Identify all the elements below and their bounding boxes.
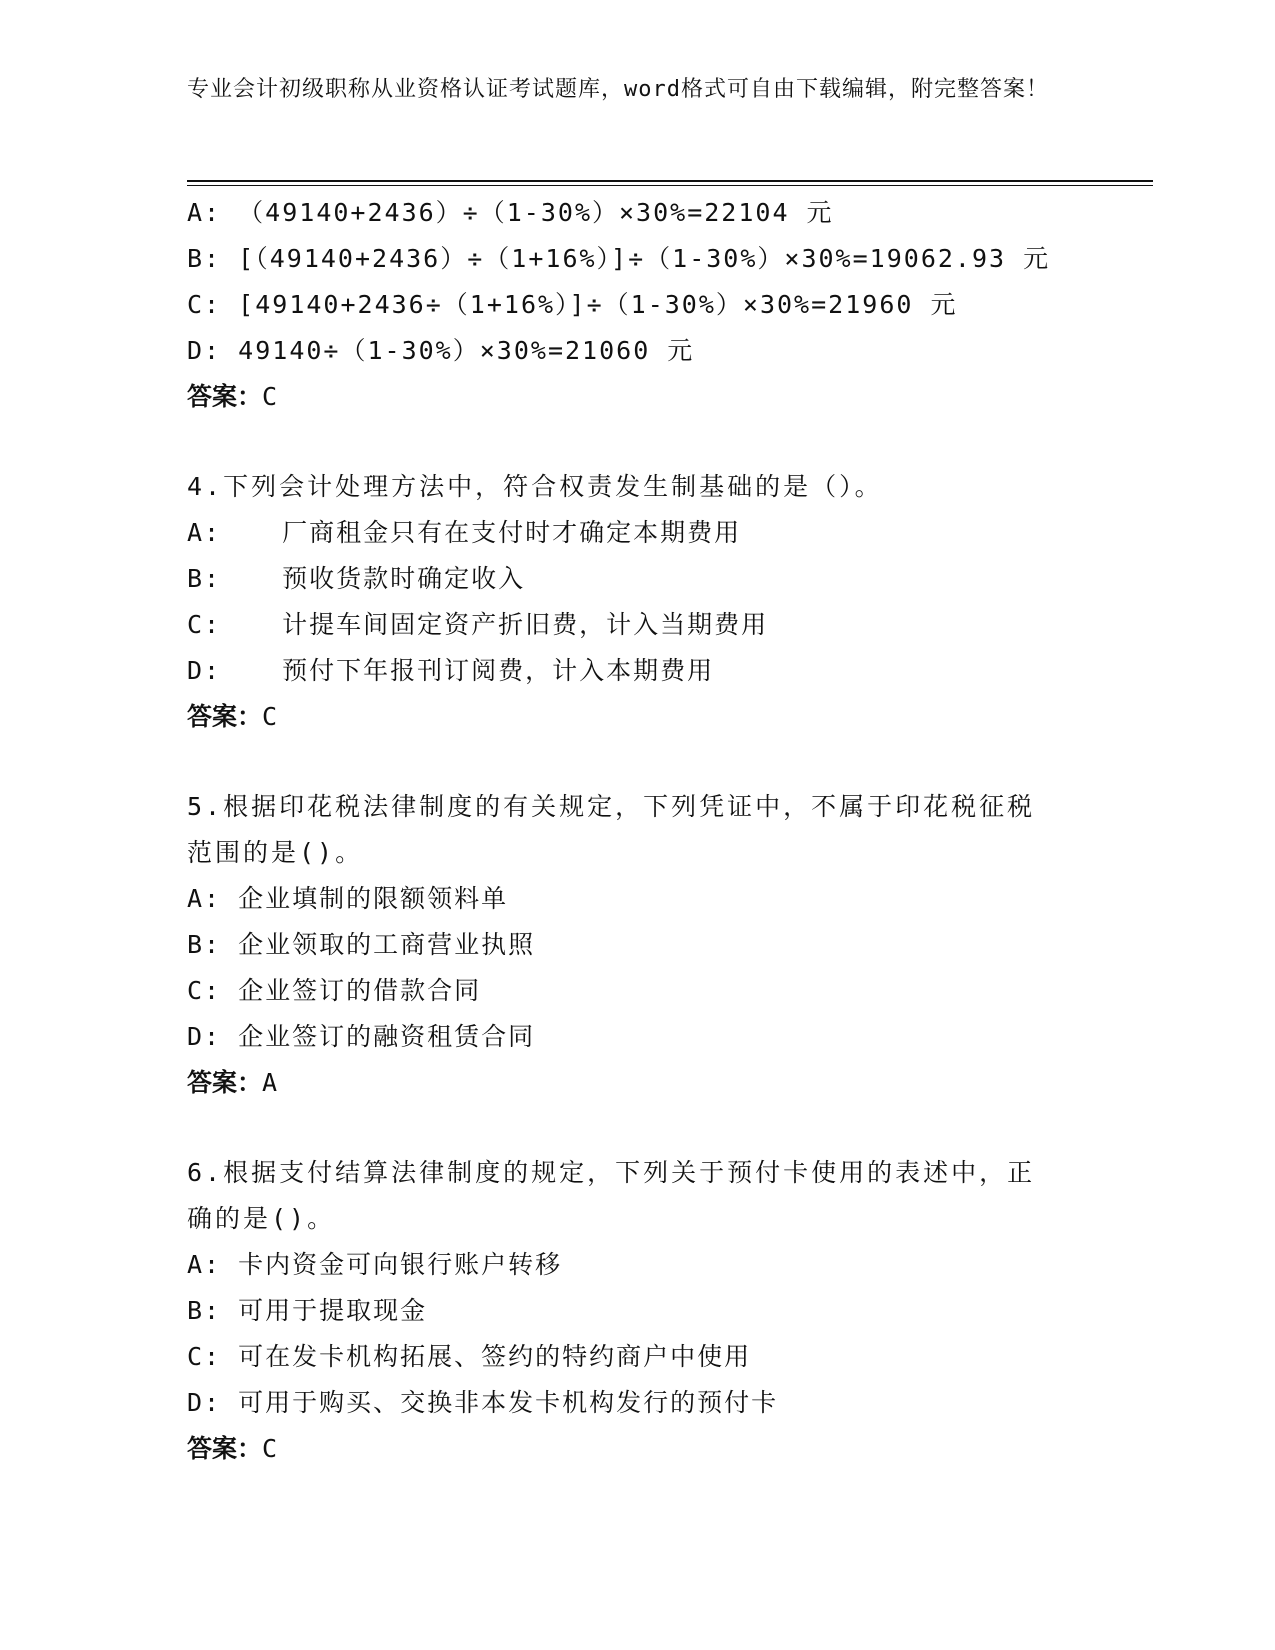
- option-key: D:: [187, 1022, 222, 1051]
- option-key: D:: [187, 1388, 222, 1417]
- question-stem: 6.根据支付结算法律制度的规定，下列关于预付卡使用的表述中，正确的是()。: [187, 1158, 1036, 1233]
- option-a: [187, 510, 1087, 556]
- option-c: [187, 282, 1087, 328]
- question-list: [187, 190, 1087, 1472]
- option-key: C:: [187, 290, 222, 319]
- option-key: A:: [187, 198, 222, 227]
- answer-label: 答案：: [187, 702, 263, 731]
- option-b: [187, 236, 1087, 282]
- option-text: 企业填制的限额领料单: [238, 884, 509, 913]
- option-key: D:: [187, 336, 222, 365]
- option-b: [187, 1288, 1087, 1334]
- option-a: [187, 876, 1087, 922]
- option-c: [187, 968, 1087, 1014]
- question-stem: 4.下列会计处理方法中，符合权责发生制基础的是（）。: [187, 472, 883, 501]
- option-text: 可用于购买、交换非本发卡机构发行的预付卡: [238, 1388, 779, 1417]
- answer-label: 答案：: [187, 1068, 263, 1097]
- option-c: [187, 1334, 1087, 1380]
- answer-value: A: [262, 1068, 278, 1097]
- answer-value: C: [262, 1434, 278, 1463]
- option-c: [187, 602, 1087, 648]
- option-key: B:: [187, 930, 222, 959]
- answer-value: C: [262, 702, 278, 731]
- option-key: B:: [187, 244, 222, 273]
- answer-label: 答案：: [187, 382, 263, 411]
- answer-line: [187, 374, 1087, 420]
- answer-label: 答案：: [187, 1434, 263, 1463]
- option-text: 预付下年报刊订阅费，计入本期费用: [282, 656, 715, 685]
- option-d: [187, 1380, 1087, 1426]
- option-text: [49140+2436÷（1+16%）]÷（1-30%）×30%=21960 元: [238, 290, 958, 319]
- option-a: [187, 190, 1087, 236]
- option-text: 可在发卡机构拓展、签约的特约商户中使用: [238, 1342, 752, 1371]
- option-text: 计提车间固定资产折旧费，计入当期费用: [282, 610, 769, 639]
- option-text: 企业领取的工商营业执照: [238, 930, 536, 959]
- option-key: C:: [187, 976, 222, 1005]
- header-rule-thick: [187, 180, 1153, 182]
- option-key: D:: [187, 656, 222, 685]
- option-key: C:: [187, 1342, 222, 1371]
- question-stem: 5.根据印花税法律制度的有关规定，下列凭证中，不属于印花税征税范围的是()。: [187, 792, 1036, 867]
- option-b: [187, 922, 1087, 968]
- option-key: A:: [187, 518, 222, 547]
- option-text: 厂商租金只有在支付时才确定本期费用: [282, 518, 742, 547]
- option-d: [187, 1014, 1087, 1060]
- answer-value: C: [262, 382, 278, 411]
- option-a: [187, 1242, 1087, 1288]
- option-text: （49140+2436）÷（1-30%）×30%=22104 元: [238, 198, 834, 227]
- option-text: [（49140+2436）÷（1+16%）]÷（1-30%）×30%=19062.93 元: [238, 244, 1051, 273]
- option-text: 49140÷（1-30%）×30%=21060 元: [238, 336, 695, 365]
- option-b: [187, 556, 1087, 602]
- option-key: A:: [187, 1250, 222, 1279]
- option-key: B:: [187, 1296, 222, 1325]
- answer-line: [187, 694, 1087, 740]
- option-text: 预收货款时确定收入: [282, 564, 526, 593]
- answer-line: [187, 1060, 1087, 1106]
- answer-line: [187, 1426, 1087, 1472]
- header-rule-thin: [187, 185, 1153, 186]
- option-text: 卡内资金可向银行账户转移: [238, 1250, 563, 1279]
- page-header: 专业会计初级职称从业资格认证考试题库，word格式可自由下载编辑，附完整答案！: [187, 77, 1049, 102]
- option-key: B:: [187, 564, 222, 593]
- option-d: [187, 328, 1087, 374]
- option-text: 企业签订的借款合同: [238, 976, 482, 1005]
- option-text: 企业签订的融资租赁合同: [238, 1022, 536, 1051]
- option-key: C:: [187, 610, 222, 639]
- option-d: [187, 648, 1087, 694]
- option-key: A:: [187, 884, 222, 913]
- option-text: 可用于提取现金: [238, 1296, 428, 1325]
